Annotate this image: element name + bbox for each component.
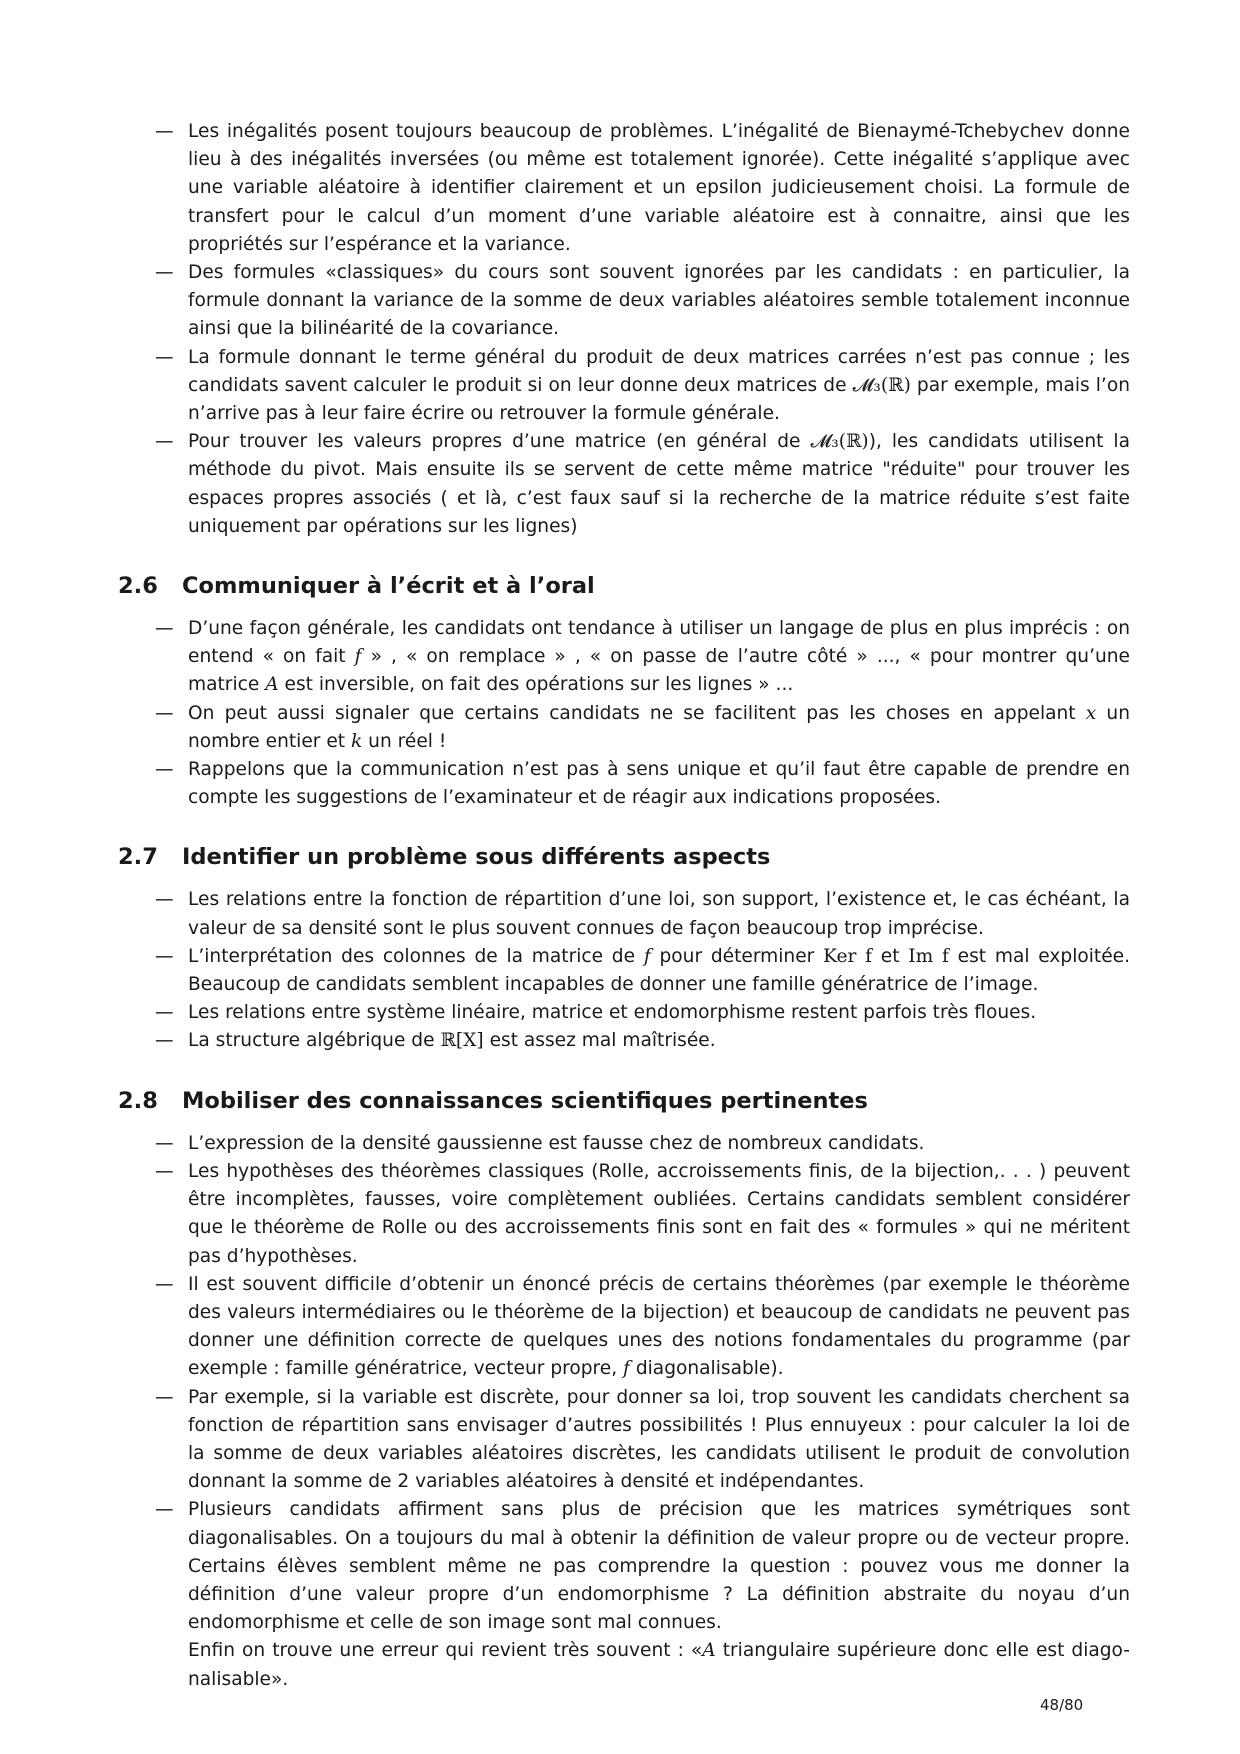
list-item-note: Enfin on trouve une erreur qui revient très souvent : «A triangulaire supérieure donc elle est diago-nalisable». [188, 1640, 1130, 1690]
math-symbol: A [265, 674, 279, 696]
section-title: Mobiliser des connaissances scientifiques pertinentes [182, 1087, 868, 1114]
list-item: — L’interprétation des colonnes de la matrice de f pour déterminer Ker f et Im f est mal exploitée. Beaucoup de candidats semblent incapables de donner une famille génératrice de l’image. [118, 943, 1130, 999]
page-number: 48/80 [1040, 1696, 1084, 1714]
math-symbol: f [623, 1358, 630, 1380]
section-number: 2.8 [118, 1087, 158, 1114]
list-item: — D’une façon générale, les candidats ont tendance à utiliser un langage de plus en plus imprécis : on entend « on fait f » , « on remplace » , « on passe de l’autre côté » ..., « pour montrer qu’une matrice A est inversible, on fait des opérations sur les lignes » ... [118, 615, 1130, 700]
list-item: — Des formules «classiques» du cours sont souvent ignorées par les candidats : en particulier, la formule donnant la variance de la somme de deux variables aléatoires semble totalement inconnue ainsi que la bilinéarité de la covariance. [118, 259, 1130, 344]
list-item: — La structure algébrique de ℝ[X] est assez mal maîtrisée. [118, 1027, 1130, 1055]
section-heading-2-8 [118, 1086, 1130, 1116]
math-symbol: A [702, 1640, 716, 1662]
section-number: 2.6 [118, 573, 158, 600]
section-number: 2.7 [118, 844, 158, 871]
math-symbol: f [354, 646, 362, 668]
math-image: Im f [908, 945, 949, 967]
list-item: — Rappelons que la communication n’est pas à sens unique et qu’il faut être capable de prendre en compte les suggestions de l’examinateur et de réagir aux indications proposées. [118, 756, 1130, 812]
section-2-7-list [118, 886, 1130, 1055]
section-heading-2-7 [118, 842, 1130, 872]
list-item: — Les relations entre système linéaire, matrice et endomorphisme restent parfois très floues. [118, 999, 1130, 1027]
math-symbol: f [643, 945, 651, 967]
list-item: — Il est souvent difficile d’obtenir un énoncé précis de certains théorèmes (par exemple le théorème des valeurs intermédiaires ou le théorème de la bijection) et beaucoup de candidats ne peuvent pas donner une définition correcte de quelques unes des notions fondamentales du programme (par exemple : famille génératrice, vecteur propre, f diagonalisable). [118, 1271, 1130, 1384]
math-matrix-space: 𝓜₃(ℝ) [810, 431, 869, 453]
list-item: — Les hypothèses des théorèmes classiques (Rolle, accroissements finis, de la bijection,. . . ) peuvent être incomplètes, fausses, voire complètement oubliées. Certains candidats semblent considérer que le théorème de Rolle ou des accroissements finis sont en fait des « formules » qui ne méritent pas d’hypothèses. [118, 1158, 1130, 1271]
math-symbol: k [350, 730, 363, 752]
math-kernel: Ker f [823, 945, 872, 967]
section-heading-2-6 [118, 571, 1130, 601]
list-item: — L’expression de la densité gaussienne est fausse chez de nombreux candidats. [118, 1130, 1130, 1158]
list-item: — Par exemple, si la variable est discrète, pour donner sa loi, trop souvent les candidats cherchent sa fonction de répartition sans envisager d’autres possibilités ! Plus ennuyeux : pour calculer la loi de la somme de deux variables aléatoires discrètes, les candidats utilisent le produit de convolution donnant la somme de 2 variables aléatoires à densité et indépendantes. [118, 1384, 1130, 1497]
list-item: — Pour trouver les valeurs propres d’une matrice (en général de 𝓜₃(ℝ)), les candidats utilisent la méthode du pivot. Mais ensuite ils se servent de cette même matrice "réduite" pour trouver les espaces propres associés ( et là, c’est faux sauf si la recherche de la matrice réduite s’est faite uniquement par opérations sur les lignes) [118, 428, 1130, 541]
list-item: — On peut aussi signaler que certains candidats ne se facilitent pas les choses en appelant x un nombre entier et k un réel ! [118, 700, 1130, 756]
list-item: — Plusieurs candidats affirment sans plus de précision que les matrices symétriques sont diagonalisables. On a toujours du mal à obtenir la définition de valeur propre ou de vecteur propre. Certains élèves semblent même ne pas comprendre la question : pouvez vous me donner la définition d’une valeur propre d’un endomorphisme ? La définition abstraite du noyau d’un endomorphisme et celle de son image sont mal connues. Enfin on trouve une erreur qui revient très souvent : «A triangulaire supérieure donc elle est diago-nalisable». [118, 1496, 1130, 1693]
section-title: Communiquer à l’écrit et à l’oral [182, 573, 595, 600]
list-item: — Les relations entre la fonction de répartition d’une loi, son support, l’existence et, le cas échéant, la valeur de sa densité sont le plus souvent connues de façon beaucoup trop imprécise. [118, 886, 1130, 942]
section-2-8-list [118, 1130, 1130, 1694]
math-polynomial-ring: ℝ[X] [440, 1030, 484, 1052]
math-symbol: x [1085, 702, 1097, 724]
section-2-6-list [118, 615, 1130, 812]
math-matrix-space: 𝓜₃(ℝ) [852, 374, 911, 396]
list-item: — La formule donnant le terme général du produit de deux matrices carrées n’est pas connue ; les candidats savent calculer le produit si on leur donne deux matrices de 𝓜₃(ℝ) par exemple, mais l’on n’arrive pas à leur faire écrire ou retrouver la formule générale. [118, 344, 1130, 429]
page-content [118, 118, 1130, 1694]
section-title: Identifier un problème sous différents aspects [182, 844, 771, 871]
list-item: — Les inégalités posent toujours beaucoup de problèmes. L’inégalité de Bienaymé-Tchebychev donne lieu à des inégalités inversées (ou même est totalement ignorée). Cette inégalité s’applique avec une variable aléatoire à identifier clairement et un epsilon judicieusement choisi. La formule de transfert pour le calcul d’un moment d’une variable aléatoire est à connaitre, ainsi que les propriétés sur l’espérance et la variance. [118, 118, 1130, 259]
intro-list [118, 118, 1130, 541]
